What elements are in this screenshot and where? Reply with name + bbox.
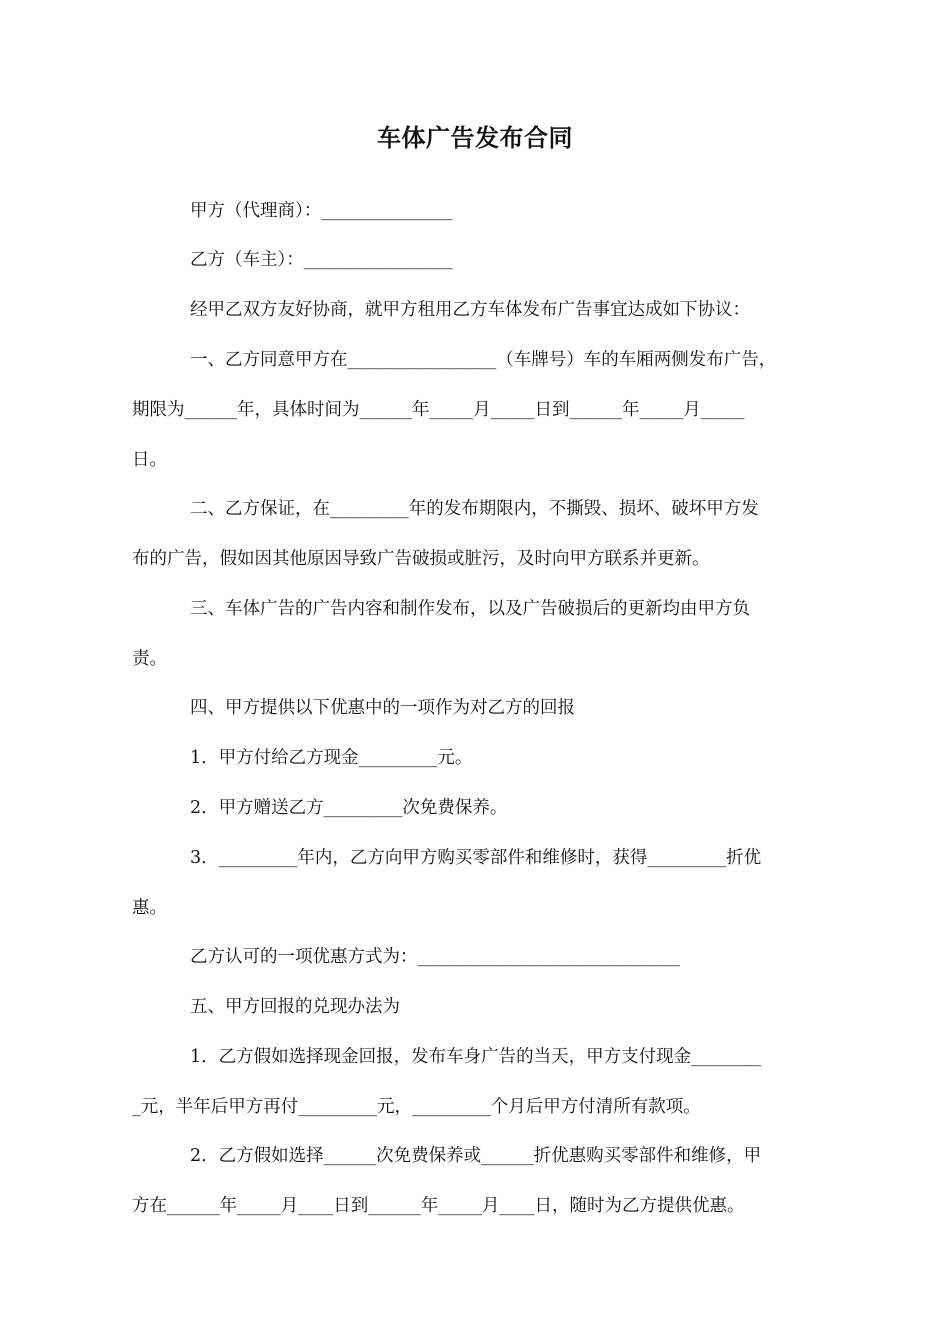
clause-4-option-3-b: 惠。 xyxy=(132,898,167,918)
clause-1-line-1: 一、乙方同意甲方在_________________（车牌号）车的车厢两侧发布广告， xyxy=(190,350,777,370)
clause-4-option-1: 1．甲方付给乙方现金_________元。 xyxy=(190,748,473,768)
clause-4-heading: 四、甲方提供以下优惠中的一项作为对乙方的回报 xyxy=(190,698,575,718)
clause-5-item-2-b: 方在______年_____月____日到______年_____月____日，随时为乙方提供优惠。 xyxy=(132,1196,745,1216)
clause-4-option-3: 3．_________年内，乙方向甲方购买零部件和维修时，获得_________折优 xyxy=(190,848,762,868)
clause-1-line-2: 期限为______年，具体时间为______年_____月_____日到______年_____月_____ xyxy=(132,400,745,420)
chosen-option-line: 乙方认可的一项优惠方式为：______________________________ xyxy=(190,947,680,967)
clause-5-item-2: 2．乙方假如选择______次免费保养或______折优惠购买零部件和维修，甲 xyxy=(190,1146,762,1166)
clause-5-heading: 五、甲方回报的兑现办法为 xyxy=(190,997,400,1017)
clause-4-option-2: 2．甲方赠送乙方_________次免费保养。 xyxy=(190,798,508,818)
clause-3-line-2: 责。 xyxy=(132,649,167,669)
clause-2-line-1: 二、乙方保证，在_________年的发布期限内，不撕毁、损坏、破坏甲方发 xyxy=(190,499,759,519)
party-a-line: 甲方（代理商）：_______________ xyxy=(190,201,453,221)
clause-5-item-1-b: _元，半年后甲方再付_________元，_________个月后甲方付清所有款项。 xyxy=(132,1097,701,1117)
party-b-line: 乙方（车主）：_________________ xyxy=(190,250,453,270)
document-title: 车体广告发布合同 xyxy=(377,124,573,152)
clause-5-item-1: 1．乙方假如选择现金回报，发布车身广告的当天，甲方支付现金________ xyxy=(190,1047,762,1067)
clause-1-line-3: 日。 xyxy=(132,450,167,470)
clause-3-line-1: 三、车体广告的广告内容和制作发布，以及广告破损后的更新均由甲方负 xyxy=(190,599,750,619)
preamble-line: 经甲乙双方友好协商，就甲方租用乙方车体发布广告事宜达成如下协议： xyxy=(190,300,750,320)
clause-2-line-2: 布的广告，假如因其他原因导致广告破损或脏污，及时向甲方联系并更新。 xyxy=(132,549,710,569)
